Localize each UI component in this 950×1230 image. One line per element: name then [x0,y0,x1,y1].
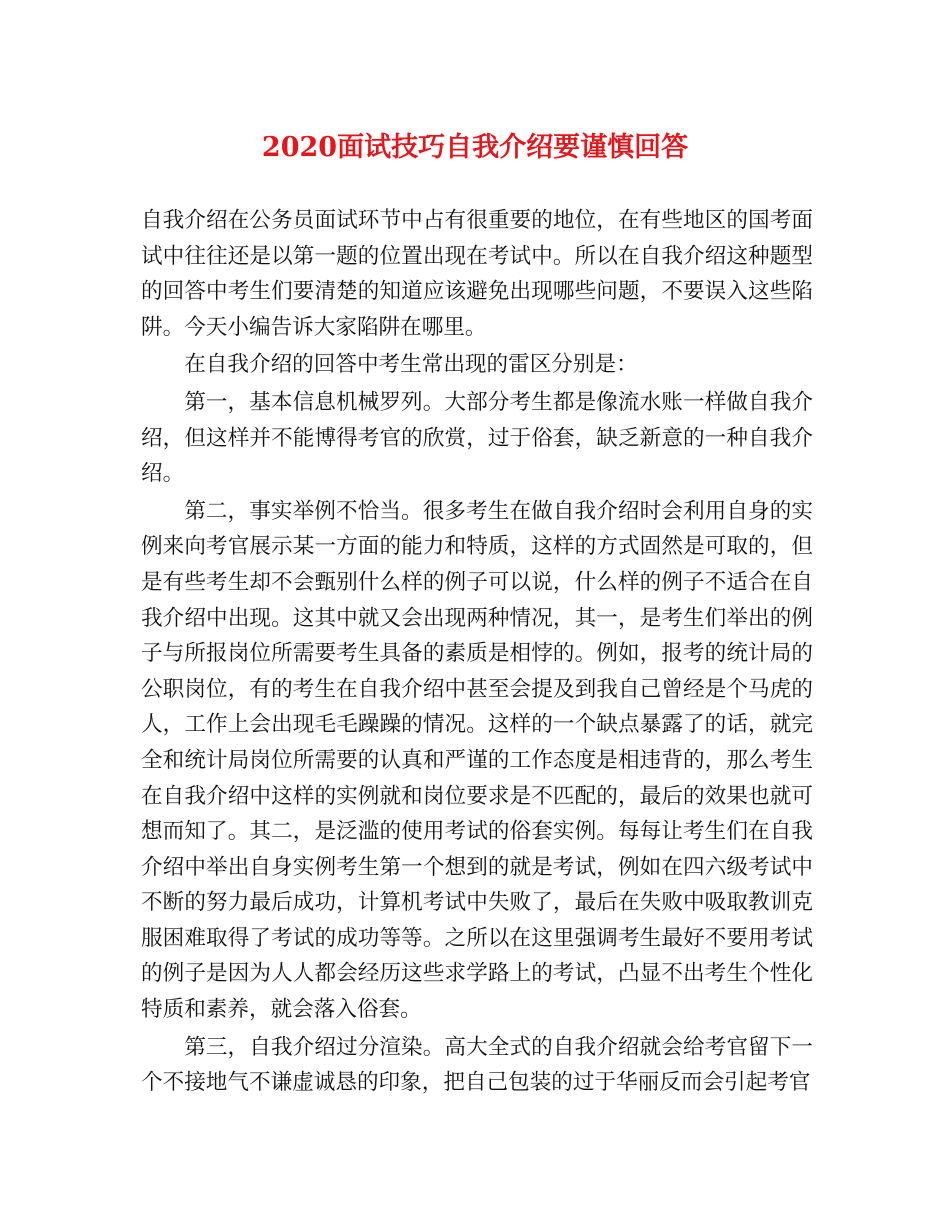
document-title: 2020面试技巧自我介绍要谨慎回答 [261,132,689,163]
paragraph-minefield-lead: 在自我介绍的回答中考生常出现的雷区分别是： [184,352,638,378]
document-body [141,203,813,1103]
paragraph-point-one: 第一，基本信息机械罗列。大部分考生都是像流水账一样做自我介绍，但这样并不能博得考官的欣赏，过于俗套，缺乏新意的一种自我介绍。 [141,389,813,487]
paragraph-point-two: 第二，事实举例不恰当。很多考生在做自我介绍时会利用自身的实例来向考官展示某一方面的能力和特质，这样的方式固然是可取的，但是有些考生却不会甄别什么样的例子可以说，什么样的例子不适合在自我介绍中出现。这其中就又会出现两种情况，其一，是考生们举出的例子与所报岗位所需要考生具备的素质是相悖的。例如，报考的统计局的公职岗位，有的考生在自我介绍中甚至会提及到我自己曾经是个马虎的人，工作上会出现毛毛躁躁的情况。这样的一个缺点暴露了的话，就完全和统计局岗位所需要的认真和严谨的工作态度是相违背的，那么考生在自我介绍中这样的实例就和岗位要求是不匹配的，最后的效果也就可想而知了。其二，是泛滥的使用考试的俗套实例。每每让考生们在自我介绍中举出自身实例考生第一个想到的就是考试，例如在四六级考试中不断的努力最后成功，计算机考试中失败了，最后在失败中吸取教训克服困难取得了考试的成功等等。之所以在这里强调考生最好不要用考试的例子是因为人人都会经历这些求学路上的考试，凸显不出考生个性化特质和素养，就会落入俗套。 [141,498,813,1023]
paragraph-point-three: 第三，自我介绍过分渲染。高大全式的自我介绍就会给考官留下一个不接地气不谦虚诚恳的印象，把自己包装的过于华丽反而会引起考官 [141,1034,813,1096]
paragraph-intro: 自我介绍在公务员面试环节中占有很重要的地位，在有些地区的国考面试中往往还是以第一题的位置出现在考试中。所以在自我介绍这种题型的回答中考生们要清楚的知道应该避免出现哪些问题，不要误入这些陷阱。今天小编告诉大家陷阱在哪里。 [141,208,813,340]
